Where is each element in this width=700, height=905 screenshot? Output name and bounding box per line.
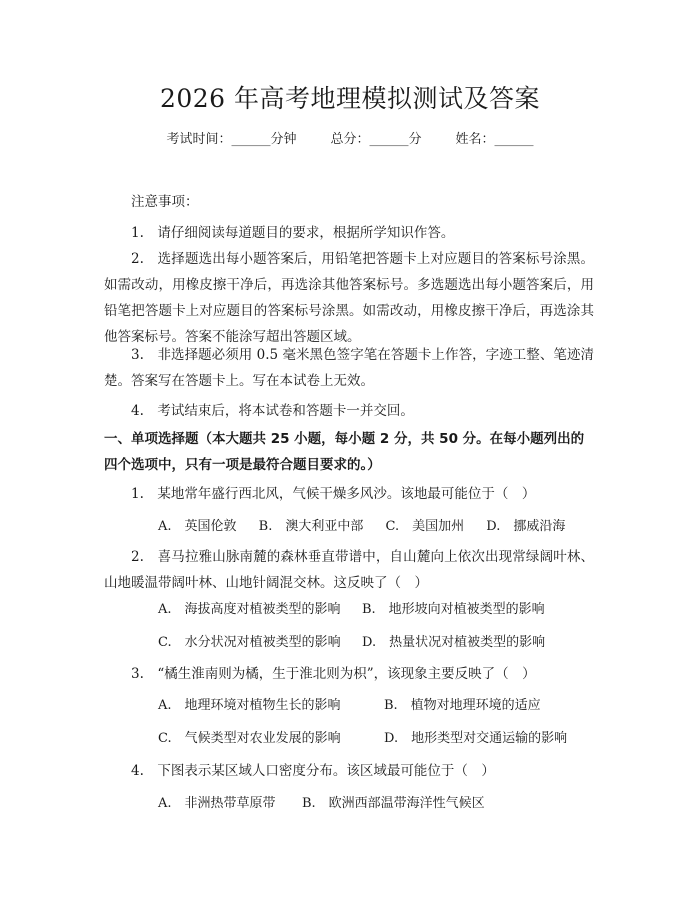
option-d: D. 热量状况对植被类型的影响 [362, 635, 546, 650]
exam-time-field: 考试时间：______分钟 [166, 132, 297, 147]
student-name-field: 姓名：______ [455, 132, 534, 147]
option-c: C. 水分状况对植被类型的影响 [158, 635, 341, 650]
option-c: C. 美国加州 [385, 519, 465, 534]
notice-heading: 注意事项： [131, 194, 199, 210]
option-b: B. 地形坡向对植被类型的影响 [362, 602, 545, 617]
option-b: B. 植物对地理环境的适应 [384, 698, 541, 713]
question-stem: 4. 下图表示某区域人口密度分布。该区域最可能位于（ ） [131, 763, 495, 779]
option-d: D. 地形类型对交通运输的影响 [384, 731, 568, 746]
option-c: C. 气候类型对农业发展的影响 [158, 731, 341, 746]
question-options [158, 518, 583, 536]
page-title: 2026 年高考地理模拟测试及答案 [159, 84, 541, 113]
question-stem: 1. 某地常年盛行西北风，气候干燥多风沙。该地最可能位于（ ） [131, 486, 536, 502]
question-stem: 3. “橘生淮南则为橘，生于淮北则为枳”，该现象主要反映了（ ） [131, 666, 536, 682]
total-score-field: 总分：______分 [330, 132, 422, 147]
question-options [158, 697, 555, 715]
question-options [158, 601, 559, 619]
section-heading: 一、单项选择题（本大题共 25 小题，每小题 2 分，共 50 分。在每小题列出的四个选项中，只有一项是最符合题目要求的。） [104, 431, 585, 473]
exam-meta [0, 131, 700, 149]
question-options [158, 634, 559, 652]
notice-item: 2. 选择题选出每小题答案后，用铅笔把答题卡上对应题目的答案标号涂黑。如需改动，用橡皮擦干净后，再选涂其他答案标号。多选题选出每小题答案后，用铅笔把答题卡上对应题目的答案标号涂黑。如需改动，用橡皮擦干净后，再选涂其他答案标号。答案不能涂写超出答题区域。 [104, 251, 594, 345]
option-a: A. 英国伦敦 [158, 519, 237, 534]
option-b: B. 欧洲西部温带海洋性气候区 [302, 796, 485, 811]
option-a: A. 海拔高度对植被类型的影响 [158, 602, 341, 617]
option-d: D. 挪威沿海 [486, 519, 566, 534]
option-a: A. 非洲热带草原带 [158, 796, 276, 811]
notice-item: 1. 请仔细阅读每道题目的要求，根据所学知识作答。 [131, 225, 455, 241]
question-options [158, 730, 581, 748]
question-options [158, 795, 499, 813]
notice-item: 4. 考试结束后，将本试卷和答题卡一并交回。 [131, 403, 414, 419]
question-stem: 2. 喜马拉雅山脉南麓的森林垂直带谱中，自山麓向上依次出现常绿阔叶林、山地暖温带阔叶林、山地针阔混交林。这反映了（ ） [104, 549, 594, 591]
notice-item: 3. 非选择题必须用 0.5 毫米黑色签字笔在答题卡上作答，字迹工整、笔迹清楚。答案写在答题卡上。写在本试卷上无效。 [104, 347, 594, 389]
option-a: A. 地理环境对植物生长的影响 [158, 698, 341, 713]
option-b: B. 澳大利亚中部 [258, 519, 364, 534]
